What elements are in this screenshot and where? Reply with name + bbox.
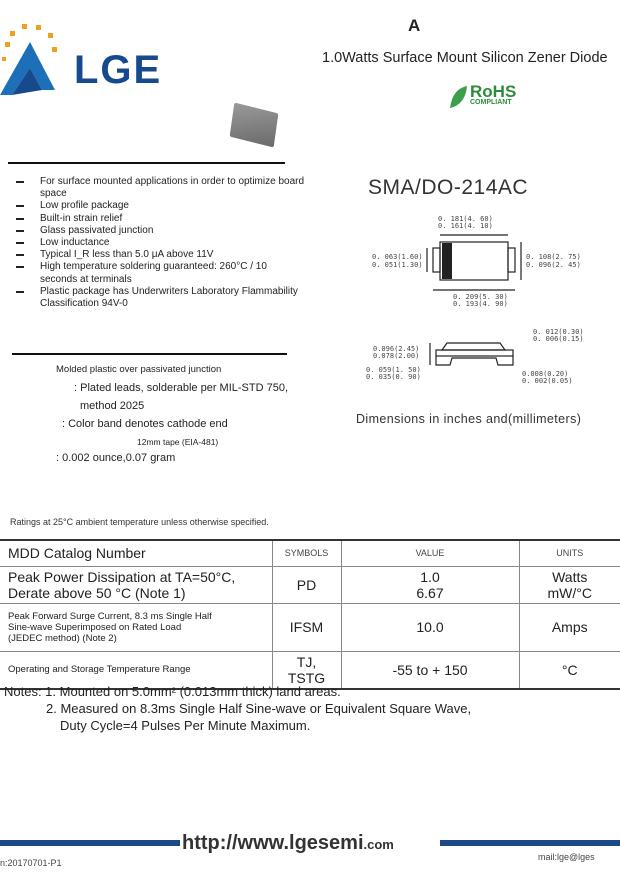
ratings-table (0, 539, 620, 690)
logo-text: LGE (74, 48, 163, 92)
value-text: 6.67 (416, 584, 444, 601)
table-row (0, 603, 620, 651)
dim-label: 0. 012(0.30) (533, 328, 584, 336)
mechanical-terminals-2: method 2025 (80, 400, 145, 412)
param-text: (JEDEC method) (Note 2) (8, 632, 117, 644)
param-text: Peak Power Dissipation at TA=50°C, (8, 568, 236, 585)
version-text: n:20170701-P1 (0, 858, 62, 868)
feature-item: Glass passivated junction (16, 225, 306, 237)
feature-item: Typical I_R less than 5.0 μA above 11V (16, 249, 306, 261)
mechanical-weight: : 0.002 ounce,0.07 gram (56, 452, 176, 464)
mechanical-terminals: : Plated leads, solderable per MIL-STD 750, (74, 382, 289, 394)
value-cell: -55 to + 150 (341, 651, 519, 689)
value-text: 1.0 (420, 568, 440, 585)
package-name: SMA/DO-214AC (368, 176, 529, 199)
note-2-cont: Duty Cycle=4 Pulses Per Minute Maximum. (60, 718, 311, 733)
url-text: http://www.lgesemi (182, 832, 364, 854)
ratings-note: Ratings at 25°C ambient temperature unless otherwise specified. (10, 517, 269, 527)
url-tld: .com (363, 837, 394, 852)
dim-label: 0. 181(4. 60) (438, 215, 493, 223)
unit-cell (519, 566, 620, 603)
param-text: Sine-wave Superimposed on Rated Load (8, 621, 182, 633)
dimensions-note: Dimensions in inches and(millimeters) (356, 412, 582, 426)
feature-item: Built-in strain relief (16, 213, 306, 225)
mechanical-polarity: : Color band denotes cathode end (62, 418, 228, 430)
unit-text: mW/°C (547, 584, 592, 601)
dim-label: 0. 096(2. 45) (526, 261, 581, 269)
dim-label: 0. 002(0.05) (522, 377, 573, 385)
dim-label: 0. 063(1.60) (372, 253, 423, 261)
rohs-badge (448, 82, 528, 112)
feature-item: For surface mounted applications in order to optimize board space (16, 176, 306, 200)
table-header-row (0, 540, 620, 566)
part-number: A (408, 16, 421, 35)
unit-cell: Amps (519, 603, 620, 651)
logo (0, 20, 190, 100)
dim-label: 0.078(2.00) (373, 352, 420, 360)
leaf-icon (448, 84, 468, 110)
header-value: VALUE (341, 540, 519, 566)
notes (4, 683, 471, 734)
divider (12, 353, 287, 355)
param-cell: Operating and Storage Temperature Range (0, 651, 272, 689)
symbol-cell: IFSM (272, 603, 341, 651)
dim-label: 0. 059(1. 50) (366, 366, 421, 374)
dim-label: 0. 051(1.30) (372, 261, 423, 269)
param-cell (0, 566, 272, 603)
note-1: Notes: 1. Mounted on 5.0mm² (0.013mm thick) land areas. (4, 684, 341, 699)
dim-label: 0. 006(0.15) (533, 335, 584, 343)
unit-cell: °C (519, 651, 620, 689)
rohs-text: RoHS (470, 82, 517, 101)
mechanical-packaging: 12mm tape (EIA-481) (137, 437, 219, 447)
footer-bar (440, 840, 620, 846)
mechanical-case: Molded plastic over passivated junction (56, 364, 222, 375)
unit-text: Watts (552, 568, 588, 585)
website-link[interactable] (182, 832, 394, 855)
value-cell: 10.0 (341, 603, 519, 651)
rohs-compliant: COMPLIANT (470, 99, 512, 106)
package-dimension-drawing (320, 200, 620, 400)
feature-item: Low profile package (16, 200, 306, 212)
component-photo (230, 103, 279, 148)
param-text: Peak Forward Surge Current, 8.3 ms Single Half (8, 610, 212, 622)
header-symbols: SYMBOLS (272, 540, 341, 566)
dim-label: 0. 209(5. 30) (453, 293, 508, 301)
feature-item: Plastic package has Underwriters Laboratory Flammability Classification 94V-0 (16, 286, 306, 310)
mail-text[interactable]: mail:lge@lges (538, 852, 595, 862)
dim-label: 0.008(0.20) (522, 370, 569, 378)
dim-label: 0.096(2.45) (373, 345, 420, 353)
feature-item: Low inductance (16, 237, 306, 249)
table-row (0, 566, 620, 603)
product-subtitle: 1.0Watts Surface Mount Silicon Zener Diode (322, 50, 608, 66)
features-list (16, 176, 306, 310)
symbol-cell: TJ, TSTG (272, 651, 341, 689)
dim-label: 0. 035(0. 90) (366, 373, 421, 381)
header-units: UNITS (519, 540, 620, 566)
header-catalog: MDD Catalog Number (0, 540, 272, 566)
param-cell (0, 603, 272, 651)
dim-label: 0. 193(4. 90) (453, 300, 508, 308)
value-cell (341, 566, 519, 603)
feature-item: High temperature soldering guaranteed: 260°C / 10 seconds at terminals (16, 261, 306, 285)
dim-label: 0. 108(2. 75) (526, 253, 581, 261)
dim-label: 0. 161(4. 10) (438, 222, 493, 230)
cathode-band (442, 243, 452, 279)
symbol-cell: PD (272, 566, 341, 603)
divider (8, 162, 285, 164)
param-text: Derate above 50 °C (Note 1) (8, 584, 186, 601)
footer-bar (0, 840, 180, 846)
note-2: 2. Measured on 8.3ms Single Half Sine-wave or Equivalent Square Wave, (46, 701, 472, 716)
